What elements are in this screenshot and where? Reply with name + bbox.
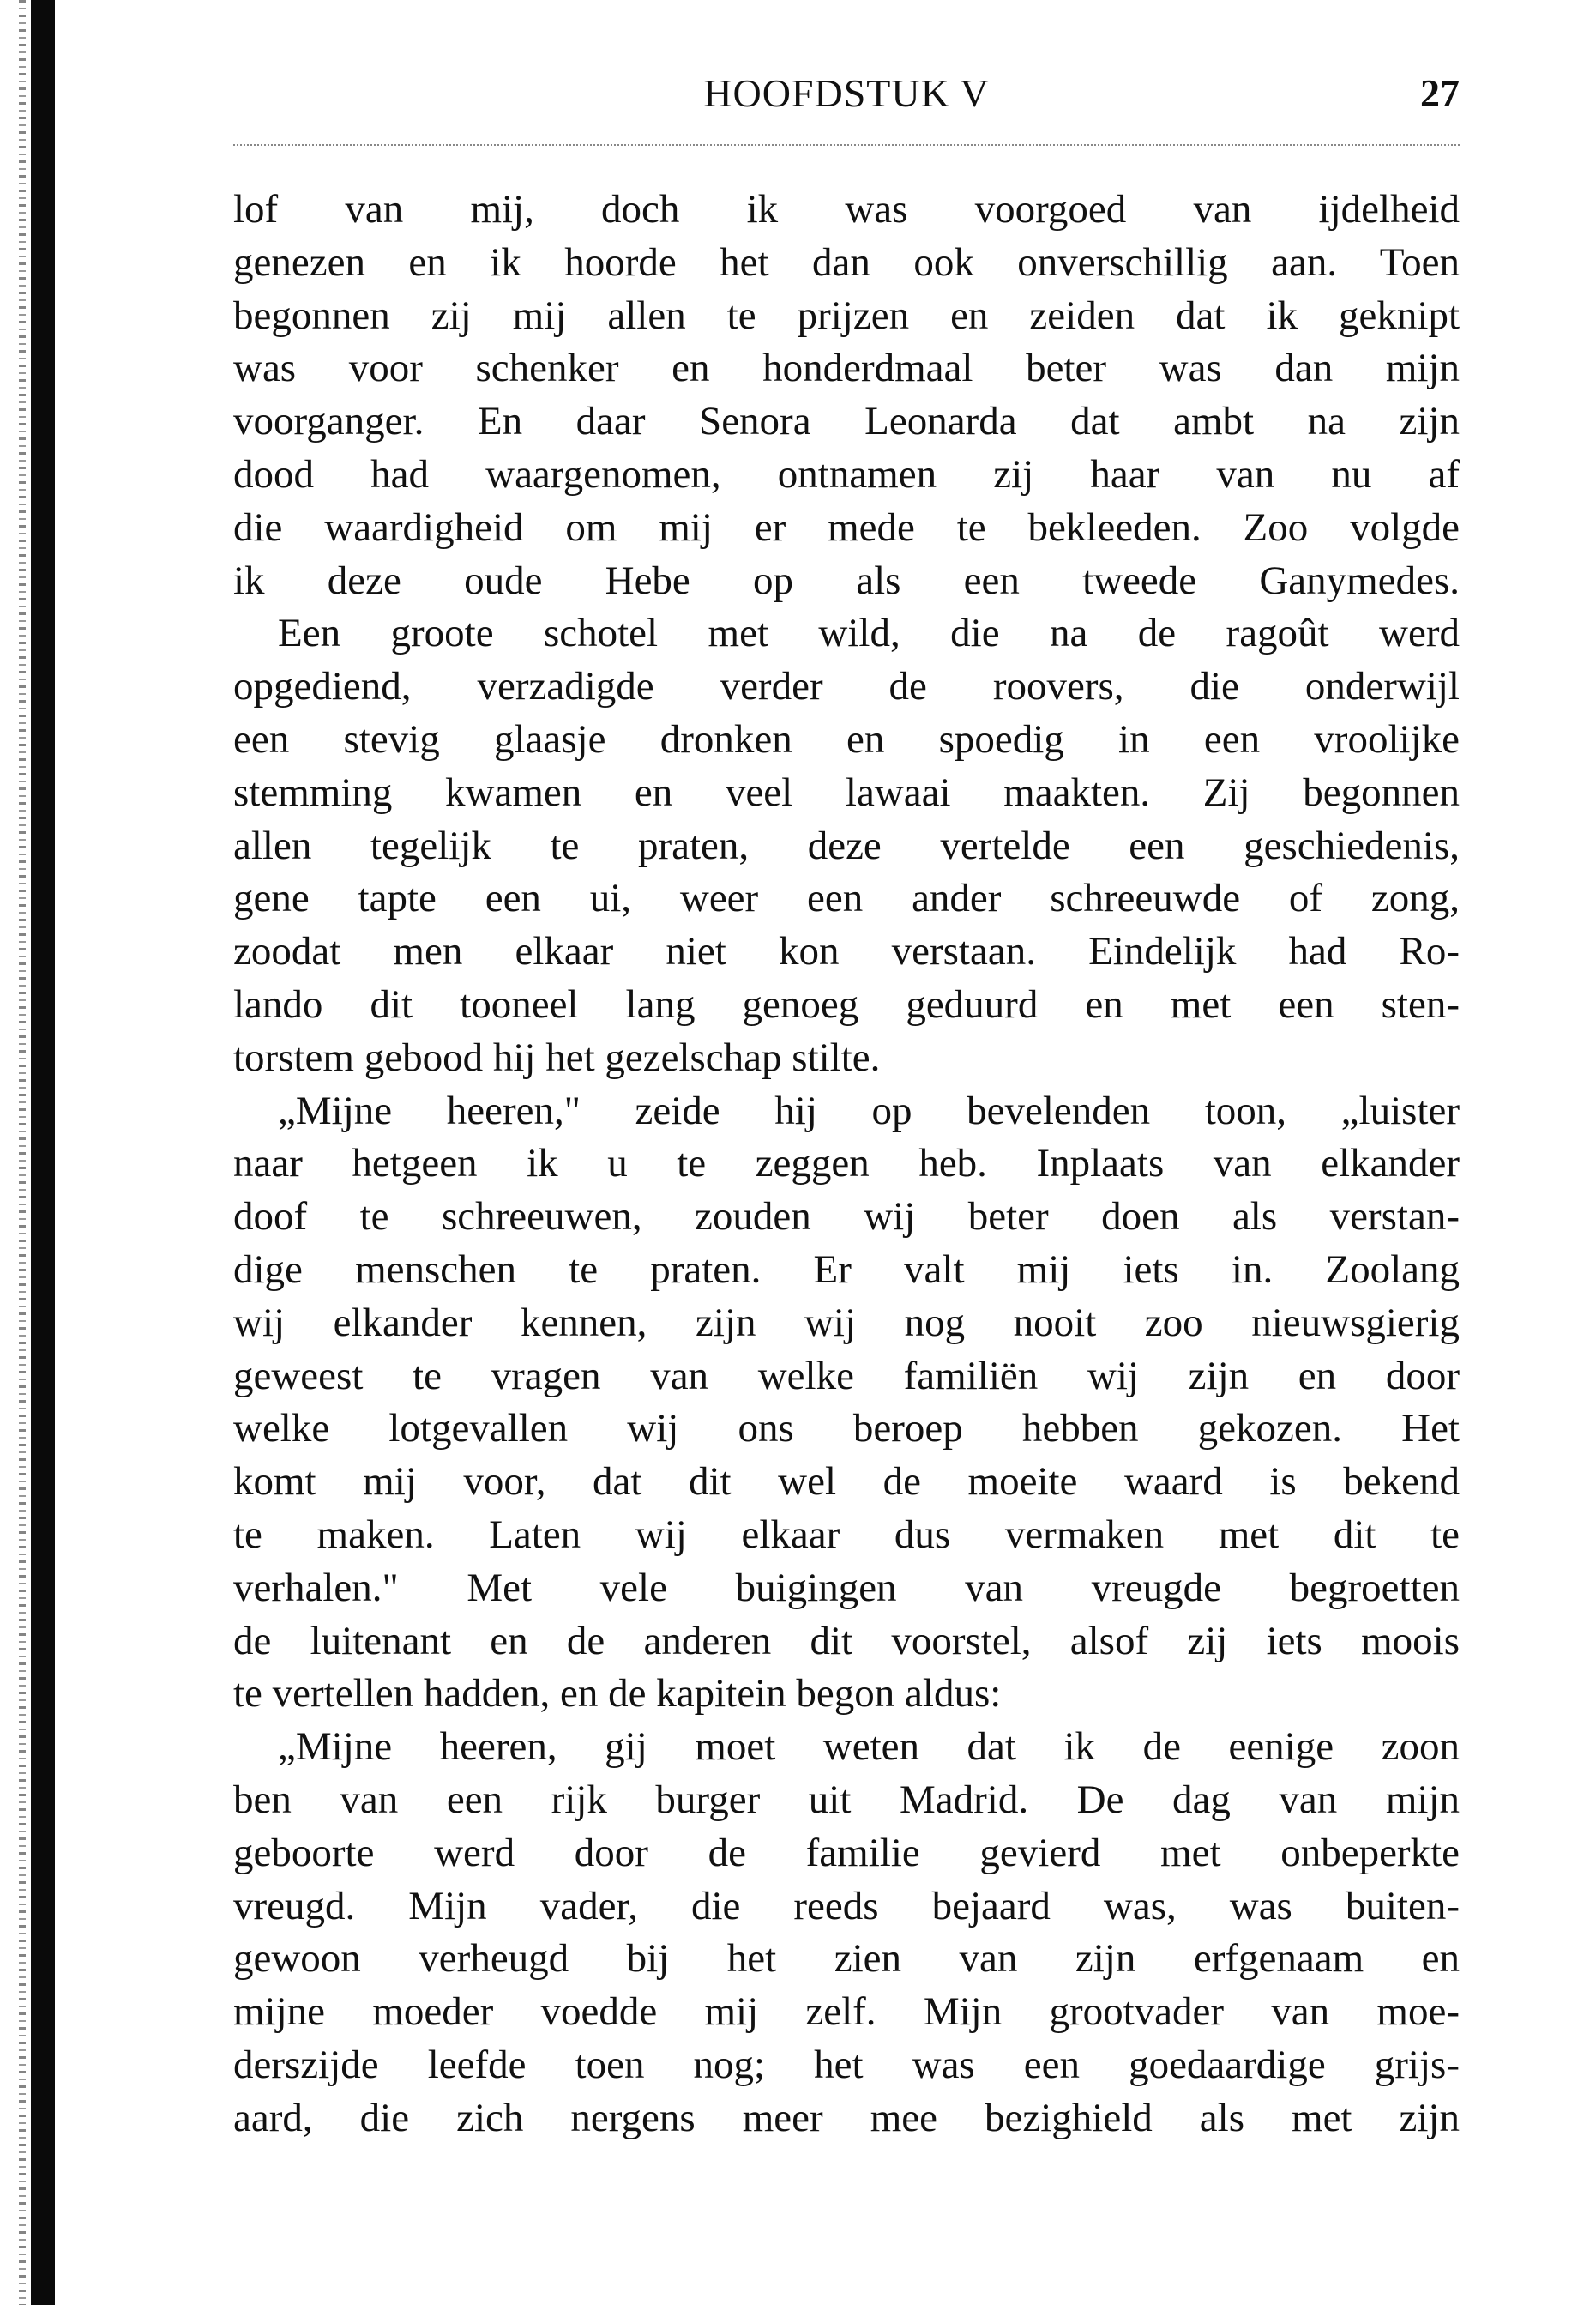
text-line: voorganger. En daar Senora Leonarda dat ambt na zijn (233, 399, 1460, 444)
text-line: verhalen." Met vele buigingen van vreugde begroetten (233, 1565, 1460, 1610)
text-line: torstem gebood hij het gezelschap stilte. (233, 1035, 881, 1080)
body-text (233, 184, 1460, 2145)
text-line: dige menschen te praten. Er valt mij iets in. Zoolang (233, 1246, 1460, 1292)
text-line: naar hetgeen ik u te zeggen heb. Inplaats van elkander (233, 1141, 1460, 1186)
text-line: geweest te vragen van welke familiën wij zijn en door (233, 1353, 1460, 1398)
text-line: te maken. Laten wij elkaar dus vermaken met dit te (233, 1512, 1460, 1557)
text-line: welke lotgevallen wij ons beroep hebben gekozen. Het (233, 1406, 1460, 1451)
text-line: was voor schenker en honderdmaal beter was dan mijn (233, 346, 1460, 391)
text-line: een stevig glaasje dronken en spoedig in een vroolijke (233, 716, 1460, 762)
book-spine-shadow (31, 0, 55, 2305)
text-line: begonnen zij mij allen te prijzen en zeiden dat ik geknipt (233, 293, 1460, 338)
text-line: Een groote schotel met wild, die na de ragoût werd (278, 611, 1460, 656)
text-line: te vertellen hadden, en de kapitein begon aldus: (233, 1671, 1002, 1717)
running-header (233, 70, 1460, 122)
text-line: die waardigheid om mij er mede te bekleeden. Zoo volgde (233, 504, 1460, 550)
text-line: wij elkander kennen, zijn wij nog nooit zoo nieuwsgierig (233, 1300, 1460, 1345)
text-line: „Mijne heeren," zeide hij op bevelenden toon, „luister (278, 1088, 1460, 1133)
header-rule (233, 144, 1460, 146)
scan-page-edge (19, 0, 26, 2305)
text-line: genezen en ik hoorde het dan ook onverschillig aan. Toen (233, 239, 1460, 285)
text-line: geboorte werd door de familie gevierd met onbeperkte (233, 1830, 1460, 1875)
text-line: opgediend, verzadigde verder de roovers, die onderwijl (233, 664, 1460, 709)
page-number: 27 (1420, 71, 1460, 115)
text-line: „Mijne heeren, gij moet weten dat ik de eenige zoon (278, 1724, 1460, 1770)
text-line: gewoon verheugd bij het zien van zijn erfgenaam en (233, 1936, 1460, 1982)
text-line: mijne moeder voedde mij zelf. Mijn grootvader van moe- (233, 1989, 1460, 2035)
text-line: doof te schreeuwen, zouden wij beter doen als verstan- (233, 1194, 1460, 1240)
text-line: ik deze oude Hebe op als een tweede Ganymedes. (233, 558, 1460, 603)
text-line: komt mij voor, dat dit wel de moeite waard is bekend (233, 1459, 1460, 1505)
text-line: ben van een rijk burger uit Madrid. De dag van mijn (233, 1777, 1460, 1822)
text-line: gene tapte een ui, weer een ander schreeuwde of zong, (233, 876, 1460, 921)
text-line: zoodat men elkaar niet kon verstaan. Eindelijk had Ro- (233, 929, 1460, 974)
text-line: aard, die zich nergens meer mee bezighield als met zijn (233, 2095, 1460, 2140)
text-line: allen tegelijk te praten, deze vertelde een geschiedenis, (233, 823, 1460, 868)
chapter-title: HOOFDSTUK V (703, 71, 990, 115)
text-line: de luitenant en de anderen dit voorstel, alsof zij iets moois (233, 1618, 1460, 1663)
text-line: lof van mij, doch ik was voorgoed van ijdelheid (233, 187, 1460, 232)
text-line: derszijde leefde toen nog; het was een goedaardige grijs- (233, 2042, 1460, 2087)
text-line: vreugd. Mijn vader, die reeds bejaard was, was buiten- (233, 1883, 1460, 1928)
text-line: lando dit tooneel lang genoeg geduurd en met een sten- (233, 981, 1460, 1027)
text-line: dood had waargenomen, ontnamen zij haar van nu af (233, 451, 1460, 497)
text-line: stemming kwamen en veel lawaai maakten. Zij begonnen (233, 769, 1460, 815)
